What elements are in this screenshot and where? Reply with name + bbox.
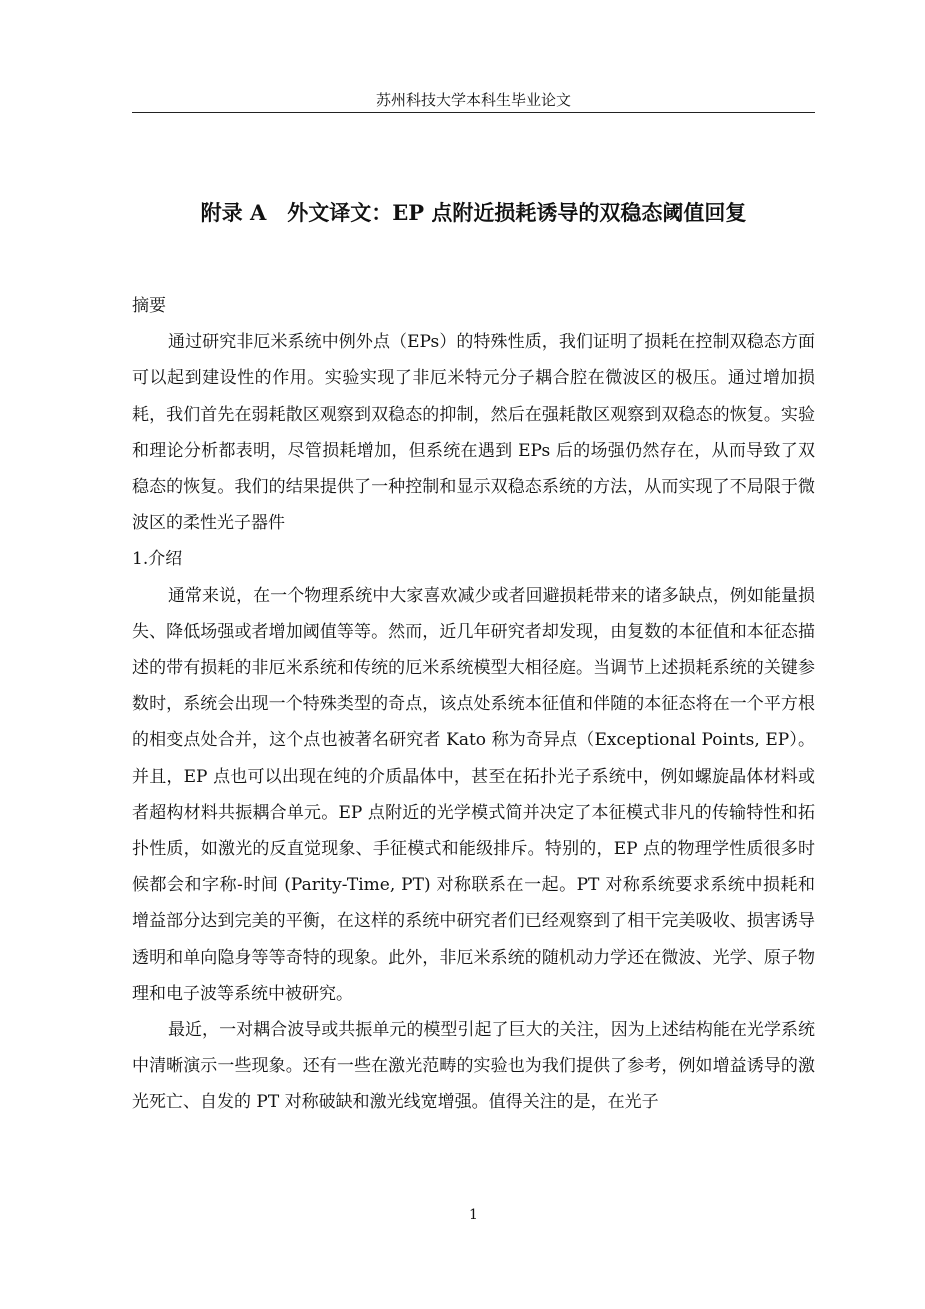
abstract-paragraph: 通过研究非厄米系统中例外点（EPs）的特殊性质，我们证明了损耗在控制双稳态方面可以起到建设性的作用。实验实现了非厄米特元分子耦合腔在微波区的极压。通过增加损耗，我们首先在弱耗散区观察到双稳态的抑制，然后在强耗散区观察到双稳态的恢复。实验和理论分析都表明，尽管损耗增加，但系统在遇到 EPs 后的场强仍然存在，从而导致了双稳态的恢复。我们的结果提供了一种控制和显示双稳态系统的方法，从而实现了不局限于微波区的柔性光子器件 <box>132 332 815 534</box>
introduction-paragraph-1: 通常来说，在一个物理系统中大家喜欢减少或者回避损耗带来的诸多缺点，例如能量损失、降低场强或者增加阈值等等。然而，近几年研究者却发现，由复数的本征值和本征态描述的带有损耗的非厄米系统和传统的厄米系统模型大相径庭。当调节上述损耗系统的关键参数时，系统会出现一个特殊类型的奇点，该点处系统本征值和伴随的本征态将在一个平方根的相变点处合并，这个点也被著名研究者 Kato 称为奇异点（Exceptional Points, EP）。并且，EP 点也可以出现在纯的介质晶体中，甚至在拓扑光子系统中，例如螺旋晶体材料或者超构材料共振耦合单元。EP 点附近的光学模式简并决定了本征模式非凡的传输特性和拓扑性质，如激光的反直觉现象、手征模式和能级排斥。特别的，EP 点的物理学性质很多时候都会和字称-时间 (Parity-Time, PT) 对称联系在一起。PT 对称系统要求系统中损耗和增益部分达到完美的平衡，在这样的系统中研究者们已经观察到了相干完美吸收、损害诱导透明和单向隐身等等奇特的现象。此外，非厄米系统的随机动力学还在微波、光学、原子物理和电子波等系统中被研究。 <box>132 585 815 1004</box>
page-number: 1 <box>469 1207 478 1223</box>
appendix-title: 附录 A 外文译文：EP 点附近损耗诱导的双稳态阈值回复 <box>200 200 747 225</box>
introduction-paragraph-2: 最近，一对耦合波导或共振单元的模型引起了巨大的关注，因为上述结构能在光学系统中清晰演示一些现象。还有一些在激光范畴的实验也为我们提供了参考，例如增益诱导的激光死亡、自发的 PT 对称破缺和激光线宽增强。值得关注的是，在光子 <box>132 1020 815 1113</box>
running-header: 苏州科技大学本科生毕业论文 <box>375 91 571 109</box>
abstract-heading: 摘要 <box>132 296 166 316</box>
section-heading-introduction: 1.介绍 <box>132 549 183 570</box>
body-text <box>132 288 815 1121</box>
header-divider <box>132 112 815 113</box>
